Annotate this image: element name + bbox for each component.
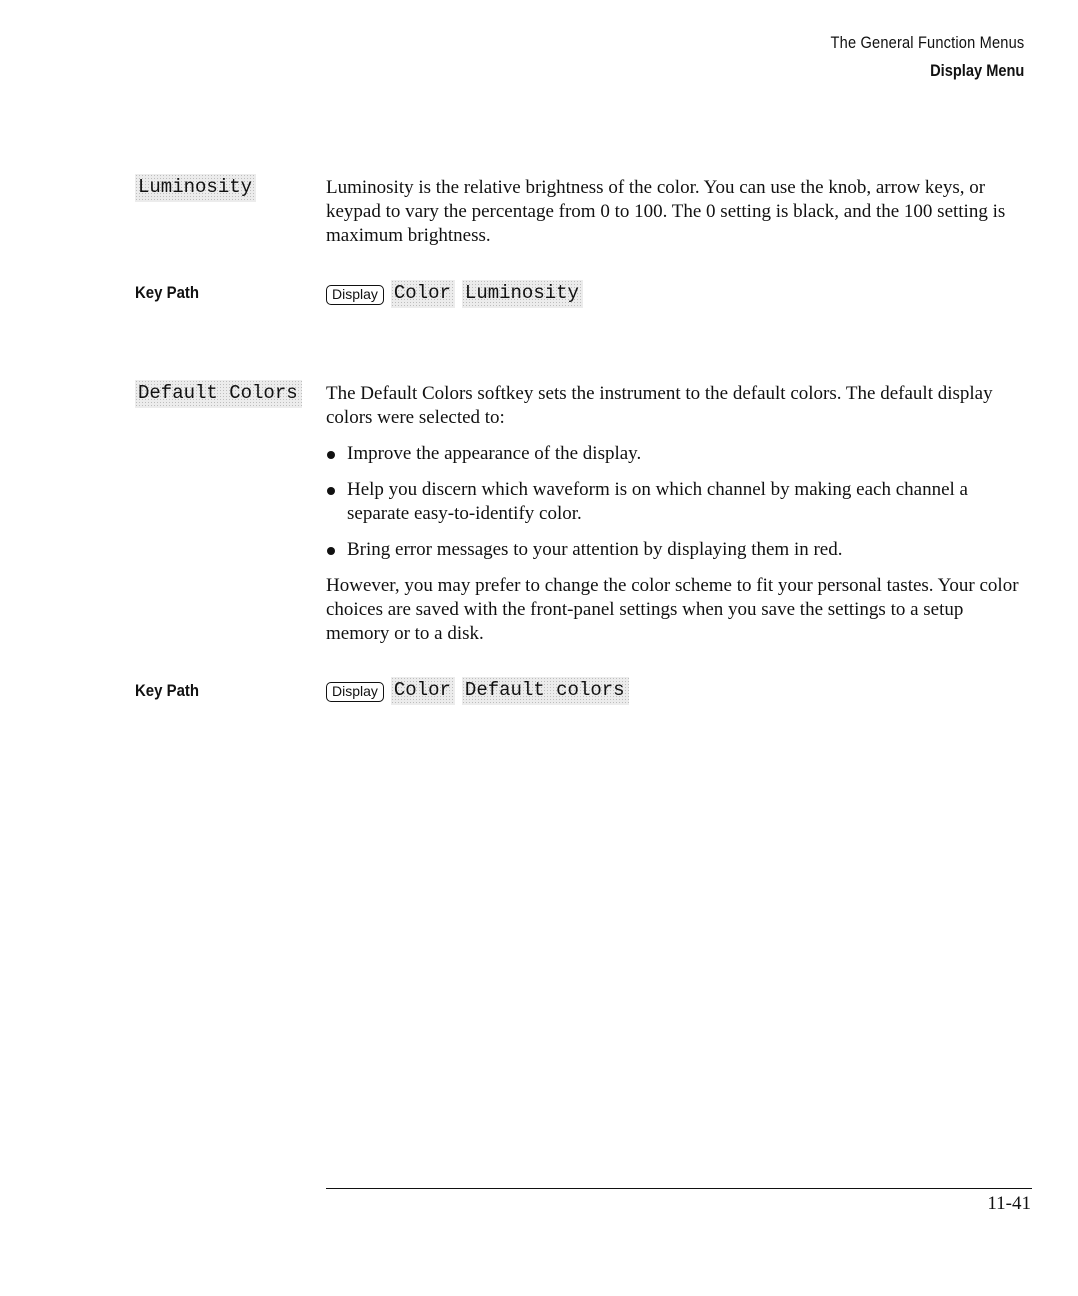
- term-softkey-default-colors: [135, 380, 302, 408]
- footer-rule: [326, 1188, 1032, 1189]
- key-path-label: Key Path: [135, 283, 200, 302]
- softkey-default-colors: Default colors: [462, 677, 629, 705]
- softkey-color: Color: [391, 280, 455, 308]
- hardkey-display: Display: [326, 682, 384, 702]
- key-path-label: Key Path: [135, 681, 200, 700]
- softkey-label: Luminosity: [135, 174, 256, 202]
- softkey-label: Default Colors: [135, 380, 302, 408]
- entry-description: [326, 176, 1031, 260]
- softkey-color: Color: [391, 677, 455, 705]
- key-path: [326, 280, 583, 308]
- list-item: Help you discern which waveform is on which channel by making each channel a separate easy-to-identify color.: [326, 478, 1031, 526]
- section-title: Display Menu: [929, 61, 1024, 80]
- paragraph: Luminosity is the relative brightness of the color. You can use the knob, arrow keys, or keypad to vary the percentage from 0 to 100. The 0 setting is black, and the 100 setting is maximum brightness.: [326, 177, 1006, 246]
- list-item: Bring error messages to your attention by displaying them in red.: [326, 538, 1031, 562]
- paragraph: However, you may prefer to change the color scheme to fit your personal tastes. Your color choices are saved with the front-panel settings when you save the settings to a setup memory or to a disk.: [326, 575, 1019, 644]
- bullet-list: [326, 442, 1031, 562]
- page-number: 11-41: [987, 1193, 1031, 1214]
- hardkey-display: Display: [326, 285, 384, 305]
- softkey-luminosity: Luminosity: [462, 280, 583, 308]
- key-path: [326, 677, 629, 705]
- list-item: Improve the appearance of the display.: [326, 442, 1031, 466]
- running-header: [799, 30, 1024, 86]
- term-softkey-luminosity: [135, 174, 256, 202]
- entry-description: [326, 382, 1031, 658]
- paragraph: The Default Colors softkey sets the instrument to the default colors. The default display colors were selected to:: [326, 383, 993, 428]
- chapter-title: The General Function Menus: [830, 33, 1024, 52]
